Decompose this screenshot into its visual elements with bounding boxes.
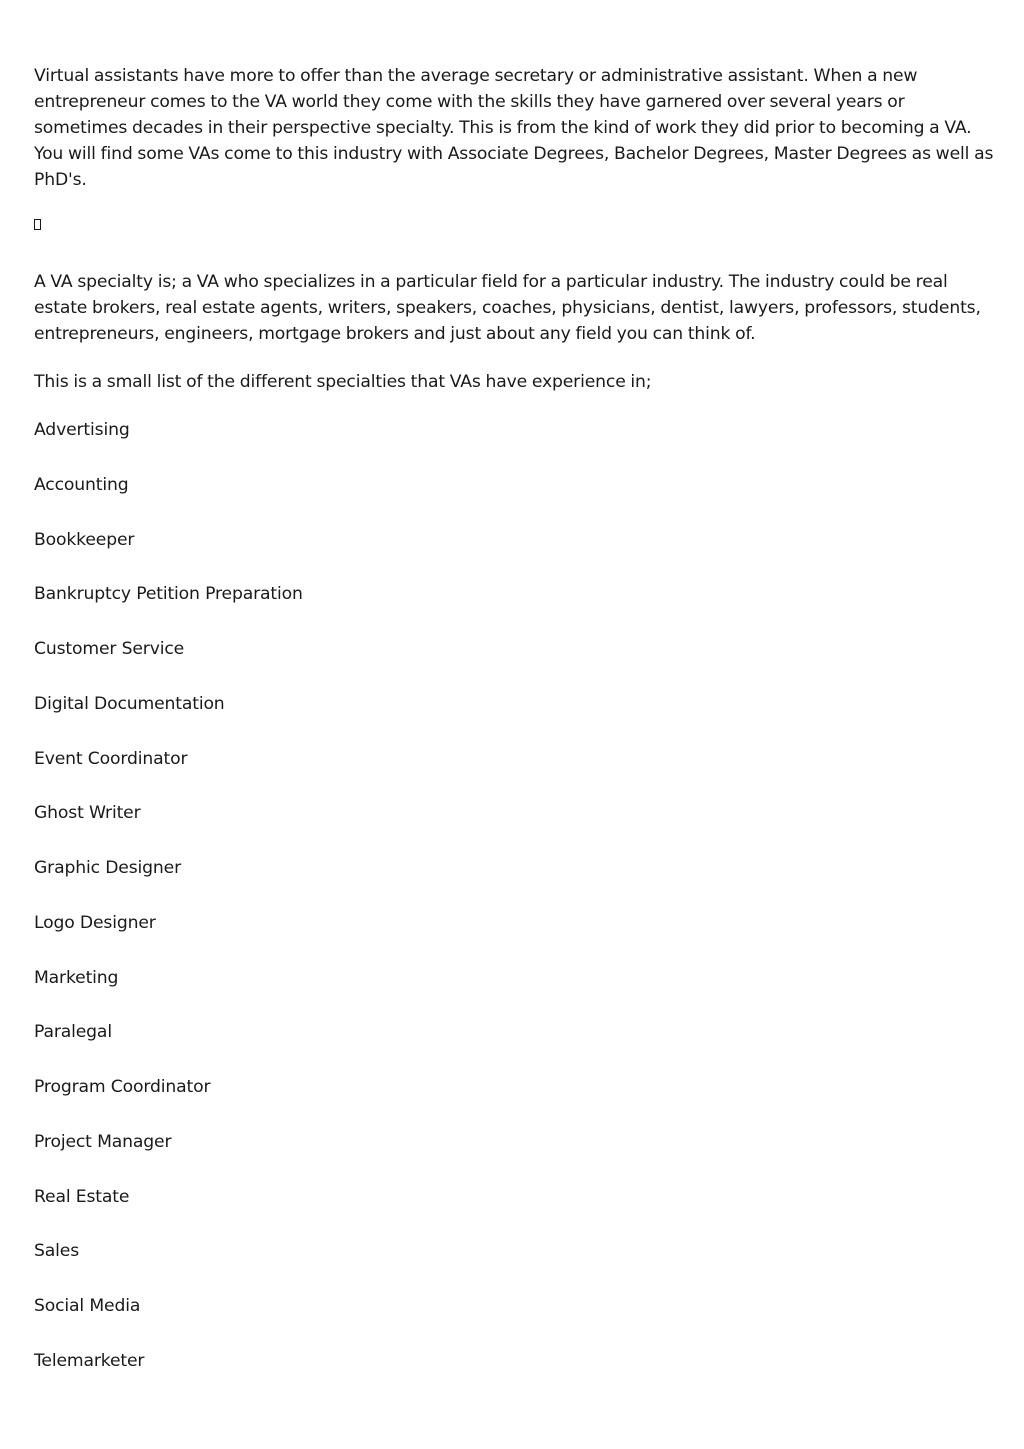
specialty-item: Event Coordinator	[34, 748, 188, 769]
list-intro-paragraph: This is a small list of the different specialties that VAs have experience in;	[34, 372, 652, 392]
intro-paragraph: Virtual assistants have more to offer than the average secretary or administrative assistant. When a new entrepreneur comes to the VA world they come with the skills they have garnered over several years or sometimes decades in their perspective specialty. This is from the kind of work they did prior to becoming a VA. You will find some VAs come to this industry with Associate Degrees, Bachelor Degrees, Master Degrees as well as PhD's.	[34, 66, 994, 190]
specialty-item: Bankruptcy Petition Preparation	[34, 584, 303, 605]
specialty-definition-paragraph: A VA specialty is; a VA who specializes in a particular field for a particular industry. The industry could be real estate brokers, real estate agents, writers, speakers, coaches, physicians, dentist, lawyers, professors, students, entrepreneurs, engineers, mortgage brokers and just about any field you can think of.	[34, 272, 981, 344]
specialty-item: Graphic Designer	[34, 858, 181, 878]
specialty-item: Accounting	[34, 474, 129, 495]
specialty-item: Digital Documentation	[34, 693, 225, 714]
specialty-item: Real Estate	[34, 1186, 130, 1207]
specialty-item: Sales	[34, 1241, 79, 1262]
specialty-item: Bookkeeper	[34, 529, 135, 550]
specialty-item: Marketing	[34, 967, 119, 988]
document-page	[34, 63, 994, 1403]
specialties-list	[34, 417, 994, 1374]
specialty-item: Logo Designer	[34, 912, 156, 933]
specialty-item: Customer Service	[34, 639, 185, 659]
missing-glyph-icon	[34, 219, 41, 230]
specialty-item: Social Media	[34, 1296, 141, 1316]
specialty-item: Telemarketer	[34, 1350, 145, 1371]
specialty-item: Ghost Writer	[34, 803, 141, 824]
specialty-item: Paralegal	[34, 1022, 112, 1043]
specialty-item: Project Manager	[34, 1131, 172, 1152]
specialty-item: Program Coordinator	[34, 1077, 211, 1097]
missing-glyph-line	[34, 215, 994, 241]
specialty-item: Advertising	[34, 420, 130, 440]
